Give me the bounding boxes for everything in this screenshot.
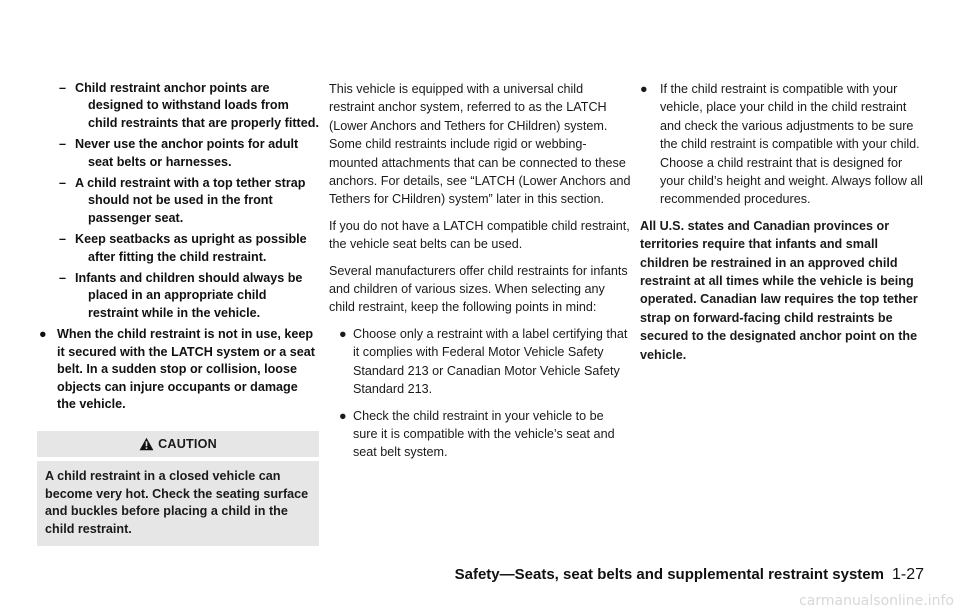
paragraph-seat-belts: If you do not have a LATCH compatible child restraint, the vehicle seat belts can be used.: [329, 218, 630, 252]
dash-symbol: –: [59, 137, 67, 152]
bullet-item-text: When the child restraint is not in use, keep it secured with the LATCH system or a seat belt. In a sudden stop or collision, loose objects can injure occupants or damage the vehicle.: [57, 327, 316, 411]
warning-triangle-icon: [139, 437, 154, 451]
bullet-item: [329, 325, 631, 399]
dash-item-text: A child restraint with a top tether strap should not be used in the front passenger seat.: [75, 176, 306, 225]
bullet-item-text: If the child restraint is compatible with your vehicle, place your child in the child restraint and check the various adjustments to be sure the child restraint is compatible with your child. Choose a child restraint that is designed for your child’s height and weight. Always follow all recommended procedures.: [660, 82, 923, 207]
section-title: Safety—Seats, seat belts and supplemental restraint system: [454, 566, 884, 583]
bullet-item-text: Check the child restraint in your vehicle to be sure it is compatible with the vehicle’s seat and seat belt system.: [353, 408, 615, 460]
bullet-symbol: ●: [39, 327, 47, 342]
caution-text: A child restraint in a closed vehicle can become very hot. Check the seating surface and buckles before placing a child in the child restraint.: [37, 461, 319, 546]
bullet-symbol: ●: [640, 82, 648, 96]
right-column: [640, 80, 927, 364]
dash-item: [37, 80, 319, 132]
dash-symbol: –: [59, 176, 67, 191]
caution-title: CAUTION: [158, 437, 217, 452]
page-footer: [455, 566, 924, 584]
dash-symbol: –: [59, 81, 67, 95]
bullet-symbol: ●: [339, 326, 347, 341]
dash-item: [37, 231, 319, 266]
bullet-item: [329, 407, 631, 462]
bullet-symbol: ●: [339, 408, 347, 423]
bullet-item: [640, 80, 927, 209]
dash-item: [37, 136, 319, 171]
paragraph-latch: This vehicle is equipped with a universal child restraint anchor system, referred to as the LATCH (Lower Anchors and Tethers for CHildren) system. Some child restraints include rigid or webbing-mounted attachments that can be connected to these anchors. For details, see “LATCH (Lower Anchors and Tethers for CHildren) system” later in this section.: [329, 82, 631, 207]
legal-requirement-paragraph: All U.S. states and Canadian provinces or territories require that infants and small children be restrained in an approved child restraint at all times while the vehicle is being operated. Canadian law requires the top tether strap on forward-facing child restraints be secured to the designated anchor point on the vehicle.: [640, 218, 918, 362]
warning-list: [37, 80, 319, 413]
dash-symbol: –: [59, 232, 67, 247]
bullet-item: [37, 326, 319, 413]
dash-item-text: Never use the anchor points for adult seat belts or harnesses.: [75, 137, 299, 169]
page-number: 1-27: [891, 566, 924, 583]
left-column: [37, 80, 319, 546]
dash-item: [37, 175, 319, 227]
bullet-item-text: Choose only a restraint with a label certifying that it complies with Federal Motor Vehicle Safety Standard 213 or Canadian Motor Vehicle Safety Standard 213.: [353, 326, 628, 397]
dash-item-text: Child restraint anchor points are designed to withstand loads from child restraints that are properly fitted.: [75, 81, 319, 130]
dash-symbol: –: [59, 271, 67, 286]
middle-column: [329, 80, 631, 470]
dash-item: [37, 270, 319, 322]
caution-box: [37, 431, 319, 546]
caution-header: [37, 431, 319, 457]
paragraph-manufacturers: Several manufacturers offer child restraints for infants and children of various sizes. When selecting any child restraint, keep the following points in mind:: [329, 263, 628, 315]
dash-item-text: Keep seatbacks as upright as possible after fitting the child restraint.: [75, 232, 307, 264]
watermark: carmanualsonline.info: [799, 593, 954, 609]
dash-item-text: Infants and children should always be placed in an appropriate child restraint while in the vehicle.: [75, 271, 303, 320]
